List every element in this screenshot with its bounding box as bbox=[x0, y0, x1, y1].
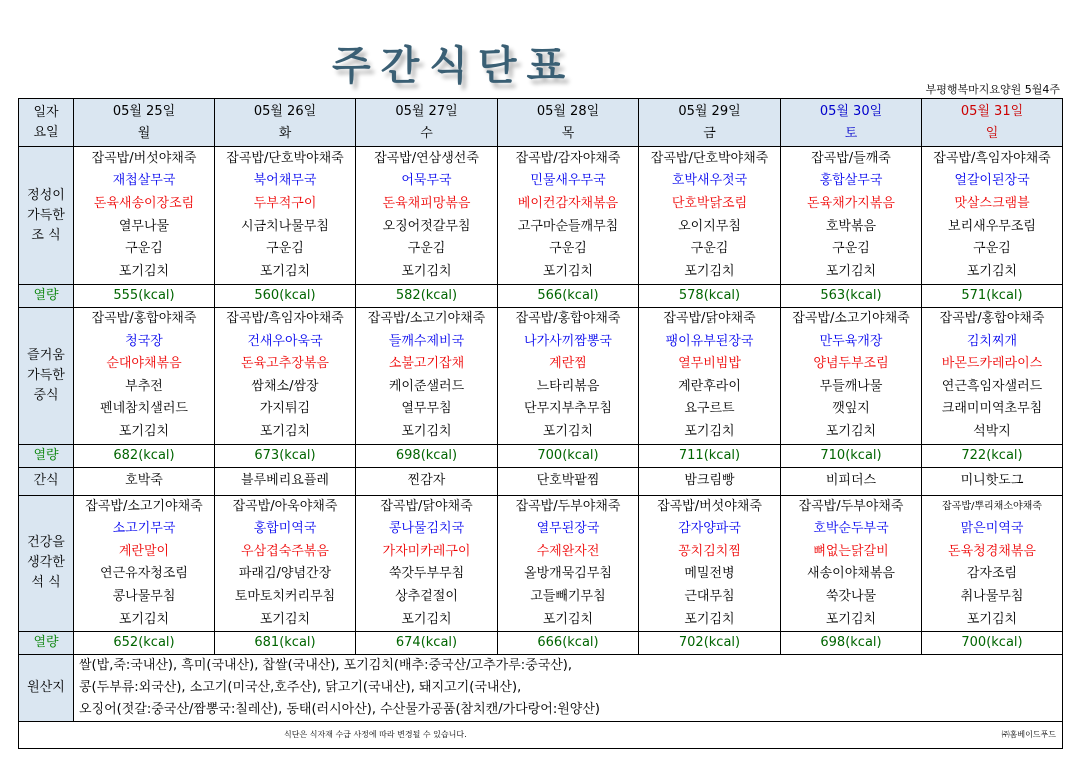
footer-note: 식단은 식자재 수급 사정에 따라 변경될 수 있습니다. bbox=[284, 730, 467, 740]
menu-item: 꽁치김치찜 bbox=[678, 543, 741, 559]
menu-item: 잡곡밥/두부야채죽 bbox=[798, 498, 904, 514]
lunch-cell bbox=[639, 308, 781, 445]
menu-item: 가지튀김 bbox=[259, 401, 311, 417]
menu-item: 포기김치 bbox=[684, 263, 735, 279]
menu-item: 메밀전병 bbox=[684, 566, 735, 582]
menu-item: 돈육고추장볶음 bbox=[241, 356, 329, 372]
origin-line: 콩(두부류:외국산), 소고기(미국산,호주산), 닭고기(국내산), 돼지고기(국내산), bbox=[79, 680, 522, 696]
menu-item: 잡곡밥/버섯야채죽 bbox=[657, 498, 762, 514]
menu-item: 콩나물무침 bbox=[112, 588, 176, 604]
kcal-value: 674(kcal) bbox=[356, 632, 498, 655]
brand-name: ㈜홈베이드푸드 bbox=[1001, 730, 1056, 740]
menu-item: 포기김치 bbox=[401, 423, 452, 439]
menu-item: 파래김/양념간장 bbox=[238, 566, 332, 582]
menu-item: 팽이유부된장국 bbox=[665, 333, 754, 349]
dinner-cell bbox=[922, 495, 1063, 632]
kcal-value: 666(kcal) bbox=[498, 632, 639, 655]
menu-item: 쌈채소/쌈장 bbox=[251, 378, 319, 394]
lunch-cell bbox=[922, 308, 1063, 445]
breakfast-cell bbox=[74, 147, 215, 285]
menu-item: 수제완자전 bbox=[536, 543, 600, 559]
menu-item: 열무비빔밥 bbox=[678, 356, 741, 372]
menu-item: 부추전 bbox=[125, 378, 163, 394]
menu-item: 포기김치 bbox=[118, 263, 170, 279]
breakfast-cell bbox=[356, 147, 498, 285]
day-header bbox=[781, 99, 922, 147]
day-text: 목 bbox=[561, 125, 575, 141]
menu-item: 케이준샐러드 bbox=[388, 378, 465, 394]
kcal-value: 652(kcal) bbox=[74, 632, 215, 655]
kcal-value: 563(kcal) bbox=[781, 285, 922, 308]
breakfast-label: 정성이 가득한 조 식 bbox=[19, 147, 74, 285]
origin-line: 오징어(젓갈:중국산/짬뽕국:칠레산), 동태(러시아산), 수산물가공품(참치캔/가다랑어:원양산) bbox=[79, 702, 600, 718]
menu-item: 가자미카레구이 bbox=[382, 543, 471, 559]
menu-item: 포기김치 bbox=[401, 611, 452, 627]
menu-item: 잡곡밥/소고기야채죽 bbox=[792, 311, 910, 326]
menu-item: 소불고기잡채 bbox=[388, 356, 465, 372]
day-text: 월 bbox=[137, 125, 151, 141]
menu-item: 포기김치 bbox=[966, 611, 1018, 627]
menu-item: 두부적구이 bbox=[253, 195, 317, 211]
kcal-value: 698(kcal) bbox=[781, 632, 922, 655]
kcal-value: 682(kcal) bbox=[74, 444, 215, 467]
menu-item: 근대무침 bbox=[684, 588, 735, 604]
menu-item: 잡곡밥/아욱야채죽 bbox=[232, 498, 338, 514]
breakfast-cell bbox=[781, 147, 922, 285]
menu-item: 잡곡밥/흑임자야채죽 bbox=[933, 150, 1051, 166]
menu-item: 펜네참치샐러드 bbox=[100, 401, 188, 417]
kcal-value: 700(kcal) bbox=[498, 444, 639, 467]
menu-item: 올방개묵김무침 bbox=[524, 566, 612, 582]
menu-item: 나가사끼짬뽕국 bbox=[524, 333, 612, 349]
menu-item: 감자양파국 bbox=[678, 521, 741, 537]
menu-item: 잡곡밥/들깨죽 bbox=[811, 150, 891, 166]
day-header bbox=[639, 99, 781, 147]
menu-item: 연근유자청조림 bbox=[100, 566, 188, 582]
dinner-cell bbox=[498, 495, 639, 632]
menu-item: 잡곡밥/닭야채죽 bbox=[380, 498, 473, 514]
origin-info bbox=[74, 655, 1063, 722]
menu-item: 쑥갓두부무침 bbox=[388, 566, 465, 582]
menu-item: 잡곡밥/홍합야채죽 bbox=[515, 311, 621, 326]
kcal-value: 710(kcal) bbox=[781, 444, 922, 467]
menu-item: 만두육개장 bbox=[819, 333, 883, 349]
menu-item: 순대야채볶음 bbox=[106, 356, 182, 372]
menu-item: 건새우아욱국 bbox=[247, 333, 323, 349]
menu-item: 포기김치 bbox=[684, 611, 735, 627]
menu-item: 재첩살무국 bbox=[112, 173, 176, 189]
menu-item: 계란찜 bbox=[549, 356, 587, 372]
kcal-value: 578(kcal) bbox=[639, 285, 781, 308]
menu-item: 콩나물김치국 bbox=[388, 521, 465, 537]
kcal-value: 566(kcal) bbox=[498, 285, 639, 308]
menu-item: 잡곡밥/홍합야채죽 bbox=[91, 311, 197, 326]
kcal-value: 700(kcal) bbox=[922, 632, 1063, 655]
snack-cell: 찐감자 bbox=[356, 467, 498, 495]
menu-item: 잡곡밥/소고기야채죽 bbox=[85, 498, 203, 514]
menu-item: 구운김 bbox=[690, 241, 729, 257]
day-text: 수 bbox=[420, 125, 433, 141]
menu-item: 요구르트 bbox=[684, 401, 735, 417]
menu-item: 구운김 bbox=[125, 241, 163, 257]
menu-item: 잡곡밥/감자야채죽 bbox=[515, 150, 621, 166]
menu-item: 돈육새송이장조림 bbox=[93, 195, 195, 211]
menu-item: 포기김치 bbox=[118, 611, 170, 627]
kcal-value: 673(kcal) bbox=[215, 444, 356, 467]
kcal-value: 681(kcal) bbox=[215, 632, 356, 655]
origin-label: 원산지 bbox=[19, 655, 74, 722]
menu-item: 취나물무침 bbox=[960, 588, 1024, 604]
snack-cell: 미니핫도그 bbox=[922, 467, 1063, 495]
footer-row bbox=[19, 722, 1063, 749]
menu-item: 감자조림 bbox=[966, 566, 1018, 582]
lunch-cell bbox=[74, 308, 215, 445]
menu-item: 홍합살무국 bbox=[819, 173, 883, 189]
menu-item: 청국장 bbox=[125, 333, 163, 349]
menu-item: 잡곡밥/홍합야채죽 bbox=[939, 311, 1045, 326]
lunch-cell bbox=[498, 308, 639, 445]
day-text: 금 bbox=[703, 125, 716, 141]
lunch-label: 즐거움 가득한 중식 bbox=[19, 308, 74, 445]
facility-name: 부평행복마지요양원 5월4주 bbox=[925, 83, 1060, 96]
menu-item: 포기김치 bbox=[684, 423, 735, 439]
menu-item: 연근흑임자샐러드 bbox=[941, 378, 1043, 394]
breakfast-cell bbox=[922, 147, 1063, 285]
page-title: 주간식단표 bbox=[332, 43, 576, 89]
menu-item: 맛살스크램블 bbox=[954, 195, 1030, 211]
menu-item: 토마토치커리무침 bbox=[234, 588, 336, 604]
menu-item: 느타리볶음 bbox=[536, 378, 600, 394]
menu-item: 포기김치 bbox=[825, 263, 877, 279]
menu-item: 열무된장국 bbox=[536, 521, 600, 537]
menu-item: 돈육채피망볶음 bbox=[382, 195, 471, 211]
menu-item: 포기김치 bbox=[825, 611, 877, 627]
menu-item: 포기김치 bbox=[825, 423, 877, 439]
menu-item: 맑은미역국 bbox=[960, 521, 1024, 537]
menu-item: 오이지무침 bbox=[678, 218, 741, 234]
snack-cell: 밤크림빵 bbox=[639, 467, 781, 495]
date-text: 05월 30일 bbox=[819, 103, 883, 119]
kcal-label: 열량 bbox=[19, 444, 74, 467]
menu-item: 뼈없는닭갈비 bbox=[813, 543, 889, 559]
menu-item: 잡곡밥/닭야채죽 bbox=[663, 311, 756, 326]
weekly-menu-table bbox=[18, 98, 1063, 749]
menu-item: 포기김치 bbox=[259, 423, 311, 439]
dinner-cell bbox=[74, 495, 215, 632]
kcal-label: 열량 bbox=[19, 285, 74, 308]
menu-item: 잡곡밥/단호박야채죽 bbox=[650, 150, 769, 166]
kcal-value: 571(kcal) bbox=[922, 285, 1063, 308]
menu-item: 오징어젓갈무침 bbox=[382, 218, 471, 234]
lunch-cell bbox=[215, 308, 356, 445]
menu-item: 포기김치 bbox=[542, 423, 594, 439]
menu-item: 돈육청경채볶음 bbox=[948, 543, 1036, 559]
menu-item: 잡곡밥/두부야채죽 bbox=[515, 498, 621, 514]
menu-item: 포기김치 bbox=[542, 263, 594, 279]
menu-item: 깻잎지 bbox=[832, 401, 870, 417]
day-header bbox=[215, 99, 356, 147]
menu-item: 열무무침 bbox=[401, 401, 452, 417]
day-text: 토 bbox=[844, 125, 858, 141]
breakfast-cell bbox=[639, 147, 781, 285]
menu-item: 단호박닭조림 bbox=[671, 195, 748, 211]
menu-item: 민물새우무국 bbox=[530, 173, 606, 189]
menu-item: 잡곡밥/연삼생선죽 bbox=[374, 150, 479, 166]
menu-item: 구운김 bbox=[832, 241, 870, 257]
snack-cell: 호박죽 bbox=[74, 467, 215, 495]
kcal-value: 582(kcal) bbox=[356, 285, 498, 308]
menu-item: 석박지 bbox=[973, 423, 1011, 439]
kcal-value: 555(kcal) bbox=[74, 285, 215, 308]
menu-item: 포기김치 bbox=[259, 263, 311, 279]
menu-item: 얼갈이된장국 bbox=[954, 173, 1030, 189]
menu-item: 보리새우무조림 bbox=[948, 218, 1036, 234]
snack-cell: 블루베리요플레 bbox=[215, 467, 356, 495]
menu-item: 양념두부조림 bbox=[813, 356, 889, 372]
menu-item: 고들빼기무침 bbox=[530, 588, 606, 604]
menu-item: 쑥갓나물 bbox=[825, 588, 877, 604]
date-text: 05월 31일 bbox=[960, 103, 1024, 119]
menu-item: 김치찌개 bbox=[966, 333, 1018, 349]
dinner-cell bbox=[356, 495, 498, 632]
lunch-cell bbox=[781, 308, 922, 445]
menu-item: 잡곡밥/흑임자야채죽 bbox=[226, 311, 344, 326]
menu-item: 포기김치 bbox=[401, 263, 452, 279]
menu-item: 고구마순들깨무침 bbox=[517, 218, 619, 234]
lunch-cell bbox=[356, 308, 498, 445]
menu-item: 계란말이 bbox=[118, 543, 170, 559]
menu-item: 베이컨감자채볶음 bbox=[517, 195, 619, 211]
date-text: 05월 29일 bbox=[678, 103, 741, 119]
menu-item: 바몬드카레라이스 bbox=[941, 356, 1043, 372]
menu-item: 호박볶음 bbox=[825, 218, 877, 234]
menu-item: 홍합미역국 bbox=[253, 521, 317, 537]
dinner-cell bbox=[781, 495, 922, 632]
menu-item: 북어채무국 bbox=[253, 173, 317, 189]
menu-item: 잡곡밥/버섯야채죽 bbox=[91, 150, 197, 166]
kcal-value: 711(kcal) bbox=[639, 444, 781, 467]
menu-item: 구운김 bbox=[549, 241, 587, 257]
date-text: 05월 28일 bbox=[536, 103, 600, 119]
menu-item: 호박새우젓국 bbox=[671, 173, 748, 189]
snack-cell: 비피더스 bbox=[781, 467, 922, 495]
menu-item: 구운김 bbox=[266, 241, 304, 257]
dinner-cell bbox=[215, 495, 356, 632]
day-text: 일 bbox=[985, 125, 999, 141]
menu-item: 크래미미역초무침 bbox=[941, 401, 1043, 417]
menu-item: 계란후라이 bbox=[678, 378, 741, 394]
snack-cell: 단호박팥찜 bbox=[498, 467, 639, 495]
menu-item: 소고기무국 bbox=[112, 521, 176, 537]
kcal-value: 698(kcal) bbox=[356, 444, 498, 467]
date-text: 05월 25일 bbox=[112, 103, 176, 119]
menu-item: 구운김 bbox=[407, 241, 446, 257]
menu-item: 돈육채가지볶음 bbox=[807, 195, 895, 211]
date-text: 05월 27일 bbox=[395, 103, 458, 119]
menu-item: 시금치나물무침 bbox=[241, 218, 329, 234]
kcal-value: 702(kcal) bbox=[639, 632, 781, 655]
day-text: 화 bbox=[278, 125, 292, 141]
day-header bbox=[356, 99, 498, 147]
breakfast-cell bbox=[215, 147, 356, 285]
menu-item: 포기김치 bbox=[118, 423, 170, 439]
menu-item: 새송이야채볶음 bbox=[807, 566, 895, 582]
menu-item: 열무나물 bbox=[118, 218, 170, 234]
snack-label: 간식 bbox=[19, 467, 74, 495]
menu-item: 무들깨나물 bbox=[819, 378, 883, 394]
menu-item: 우삼겹숙주볶음 bbox=[241, 543, 329, 559]
origin-line: 쌀(밥,죽:국내산), 흑미(국내산), 찹쌀(국내산), 포기김치(배추:중국산/고추가루:중국산), bbox=[79, 658, 573, 674]
kcal-value: 560(kcal) bbox=[215, 285, 356, 308]
menu-item: 포기김치 bbox=[259, 611, 311, 627]
breakfast-cell bbox=[498, 147, 639, 285]
kcal-value: 722(kcal) bbox=[922, 444, 1063, 467]
menu-item: 상추겉절이 bbox=[395, 588, 458, 604]
date-text: 05월 26일 bbox=[253, 103, 317, 119]
menu-item: 잡곡밥/뿌리채소야채죽 bbox=[942, 500, 1042, 512]
dinner-label: 건강을 생각한 석 식 bbox=[19, 495, 74, 632]
date-day-label: 일자 요일 bbox=[19, 99, 74, 147]
menu-item: 구운김 bbox=[973, 241, 1011, 257]
day-header bbox=[74, 99, 215, 147]
menu-item: 단무지부추무침 bbox=[524, 401, 612, 417]
menu-item: 잡곡밥/소고기야채죽 bbox=[367, 311, 486, 326]
dinner-cell bbox=[639, 495, 781, 632]
menu-item: 들깨수제비국 bbox=[388, 333, 465, 349]
menu-item: 어묵무국 bbox=[401, 173, 452, 189]
day-header bbox=[498, 99, 639, 147]
menu-item: 호박순두부국 bbox=[813, 521, 889, 537]
menu-item: 잡곡밥/단호박야채죽 bbox=[226, 150, 344, 166]
kcal-label: 열량 bbox=[19, 632, 74, 655]
day-header bbox=[922, 99, 1063, 147]
menu-item: 포기김치 bbox=[542, 611, 594, 627]
menu-item: 포기김치 bbox=[966, 263, 1018, 279]
